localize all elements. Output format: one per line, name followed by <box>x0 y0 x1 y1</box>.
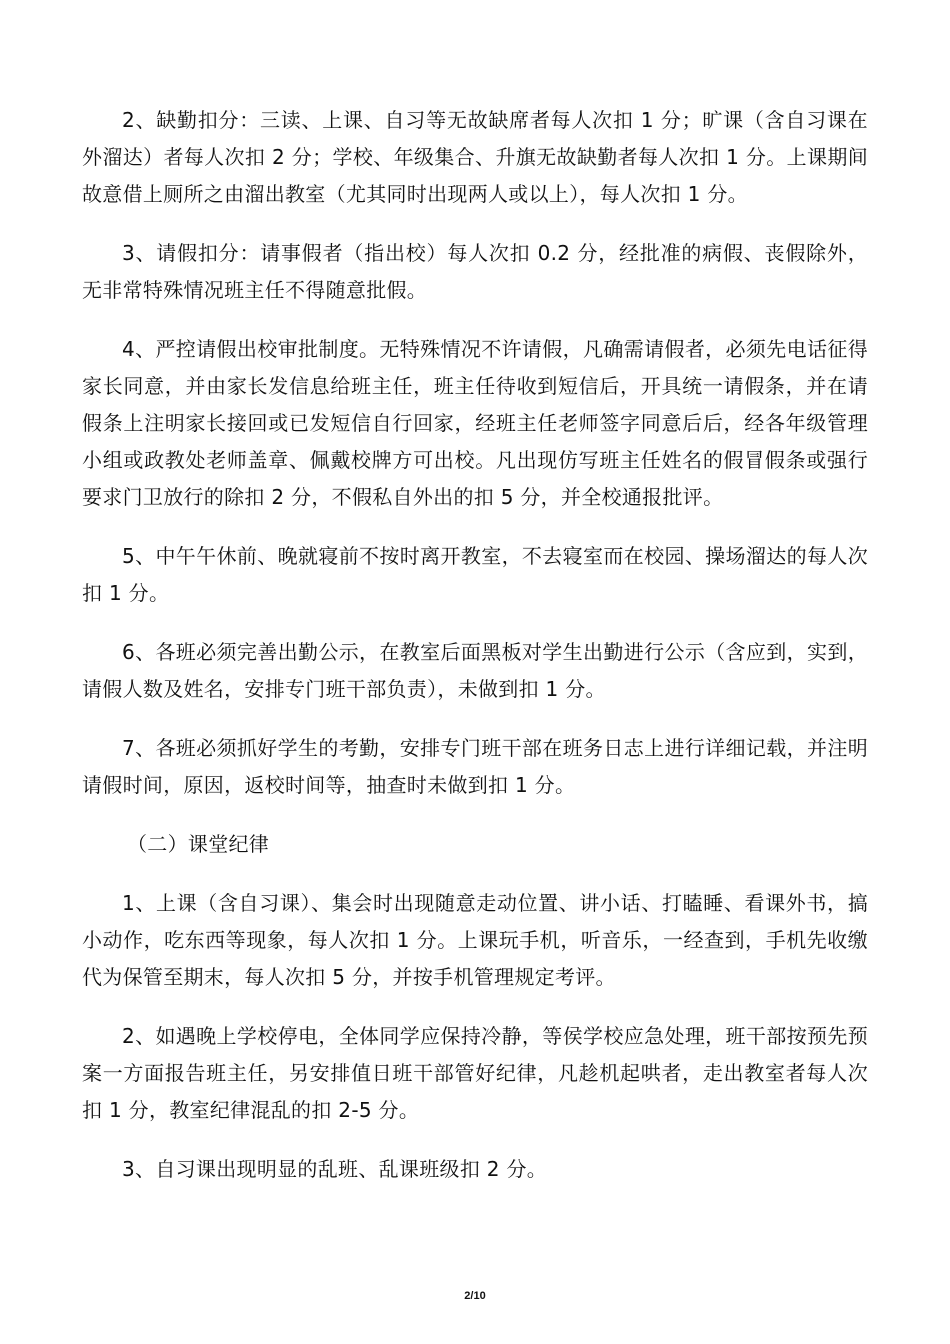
rule-leave-approval-paragraph: 4、严控请假出校审批制度。无特殊情况不许请假，凡确需请假者，必须先电话征得家长同意，并由家长发信息给班主任，班主任待收到短信后，开具统一请假条，并在请假条上注明家长接回或已发短信自行回家，经班主任老师签字同意后后，经各年级管理小组或政教处老师盖章、佩戴校牌方可出校。凡出现仿写班主任姓名的假冒假条或强行要求门卫放行的除扣 2 分，不假私自外出的扣 5 分，并全校通报批评。 <box>82 337 868 509</box>
document-body <box>82 102 868 1210</box>
rule-attendance-record-paragraph: 7、各班必须抓好学生的考勤，安排专门班干部在班务日志上进行详细记载，并注明请假时间，原因，返校时间等，抽查时未做到扣 1 分。 <box>82 736 868 797</box>
rule-self-study-paragraph: 3、自习课出现明显的乱班、乱课班级扣 2 分。 <box>122 1157 548 1181</box>
rule-classroom-behavior-paragraph: 1、上课（含自习课）、集会时出现随意走动位置、讲小话、打瞌睡、看课外书，搞小动作，吃东西等现象，每人次扣 1 分。上课玩手机，听音乐，一经查到，手机先收缴代为保管至期末，每人次扣 5 分，并按手机管理规定考评。 <box>82 891 868 989</box>
rule-absence-paragraph: 2、缺勤扣分：三读、上课、自习等无故缺席者每人次扣 1 分；旷课（含自习课在外溜达）者每人次扣 2 分；学校、年级集合、升旗无故缺勤者每人次扣 1 分。上课期间故意借上厕所之由溜出教室（尤其同时出现两人或以上），每人次扣 1 分。 <box>82 108 868 206</box>
section-heading-classroom-discipline: （二）课堂纪律 <box>127 832 270 856</box>
rule-power-outage-paragraph: 2、如遇晚上学校停电，全体同学应保持冷静，等侯学校应急处理，班干部按预先预案一方面报告班主任，另安排值日班干部管好纪律，凡趁机起哄者，走出教室者每人次扣 1 分，教室纪律混乱的扣 2-5 分。 <box>82 1024 868 1122</box>
rule-leave-paragraph: 3、请假扣分：请事假者（指出校）每人次扣 0.2 分，经批准的病假、丧假除外，无非常特殊情况班主任不得随意批假。 <box>82 241 868 302</box>
rule-noon-break-paragraph: 5、中午午休前、晚就寝前不按时离开教室，不去寝室而在校园、操场溜达的每人次扣 1 分。 <box>82 544 868 605</box>
rule-attendance-notice-paragraph: 6、各班必须完善出勤公示，在教室后面黑板对学生出勤进行公示（含应到，实到，请假人数及姓名，安排专门班干部负责），未做到扣 1 分。 <box>82 640 868 701</box>
page-number: 2/10 <box>464 1290 486 1302</box>
